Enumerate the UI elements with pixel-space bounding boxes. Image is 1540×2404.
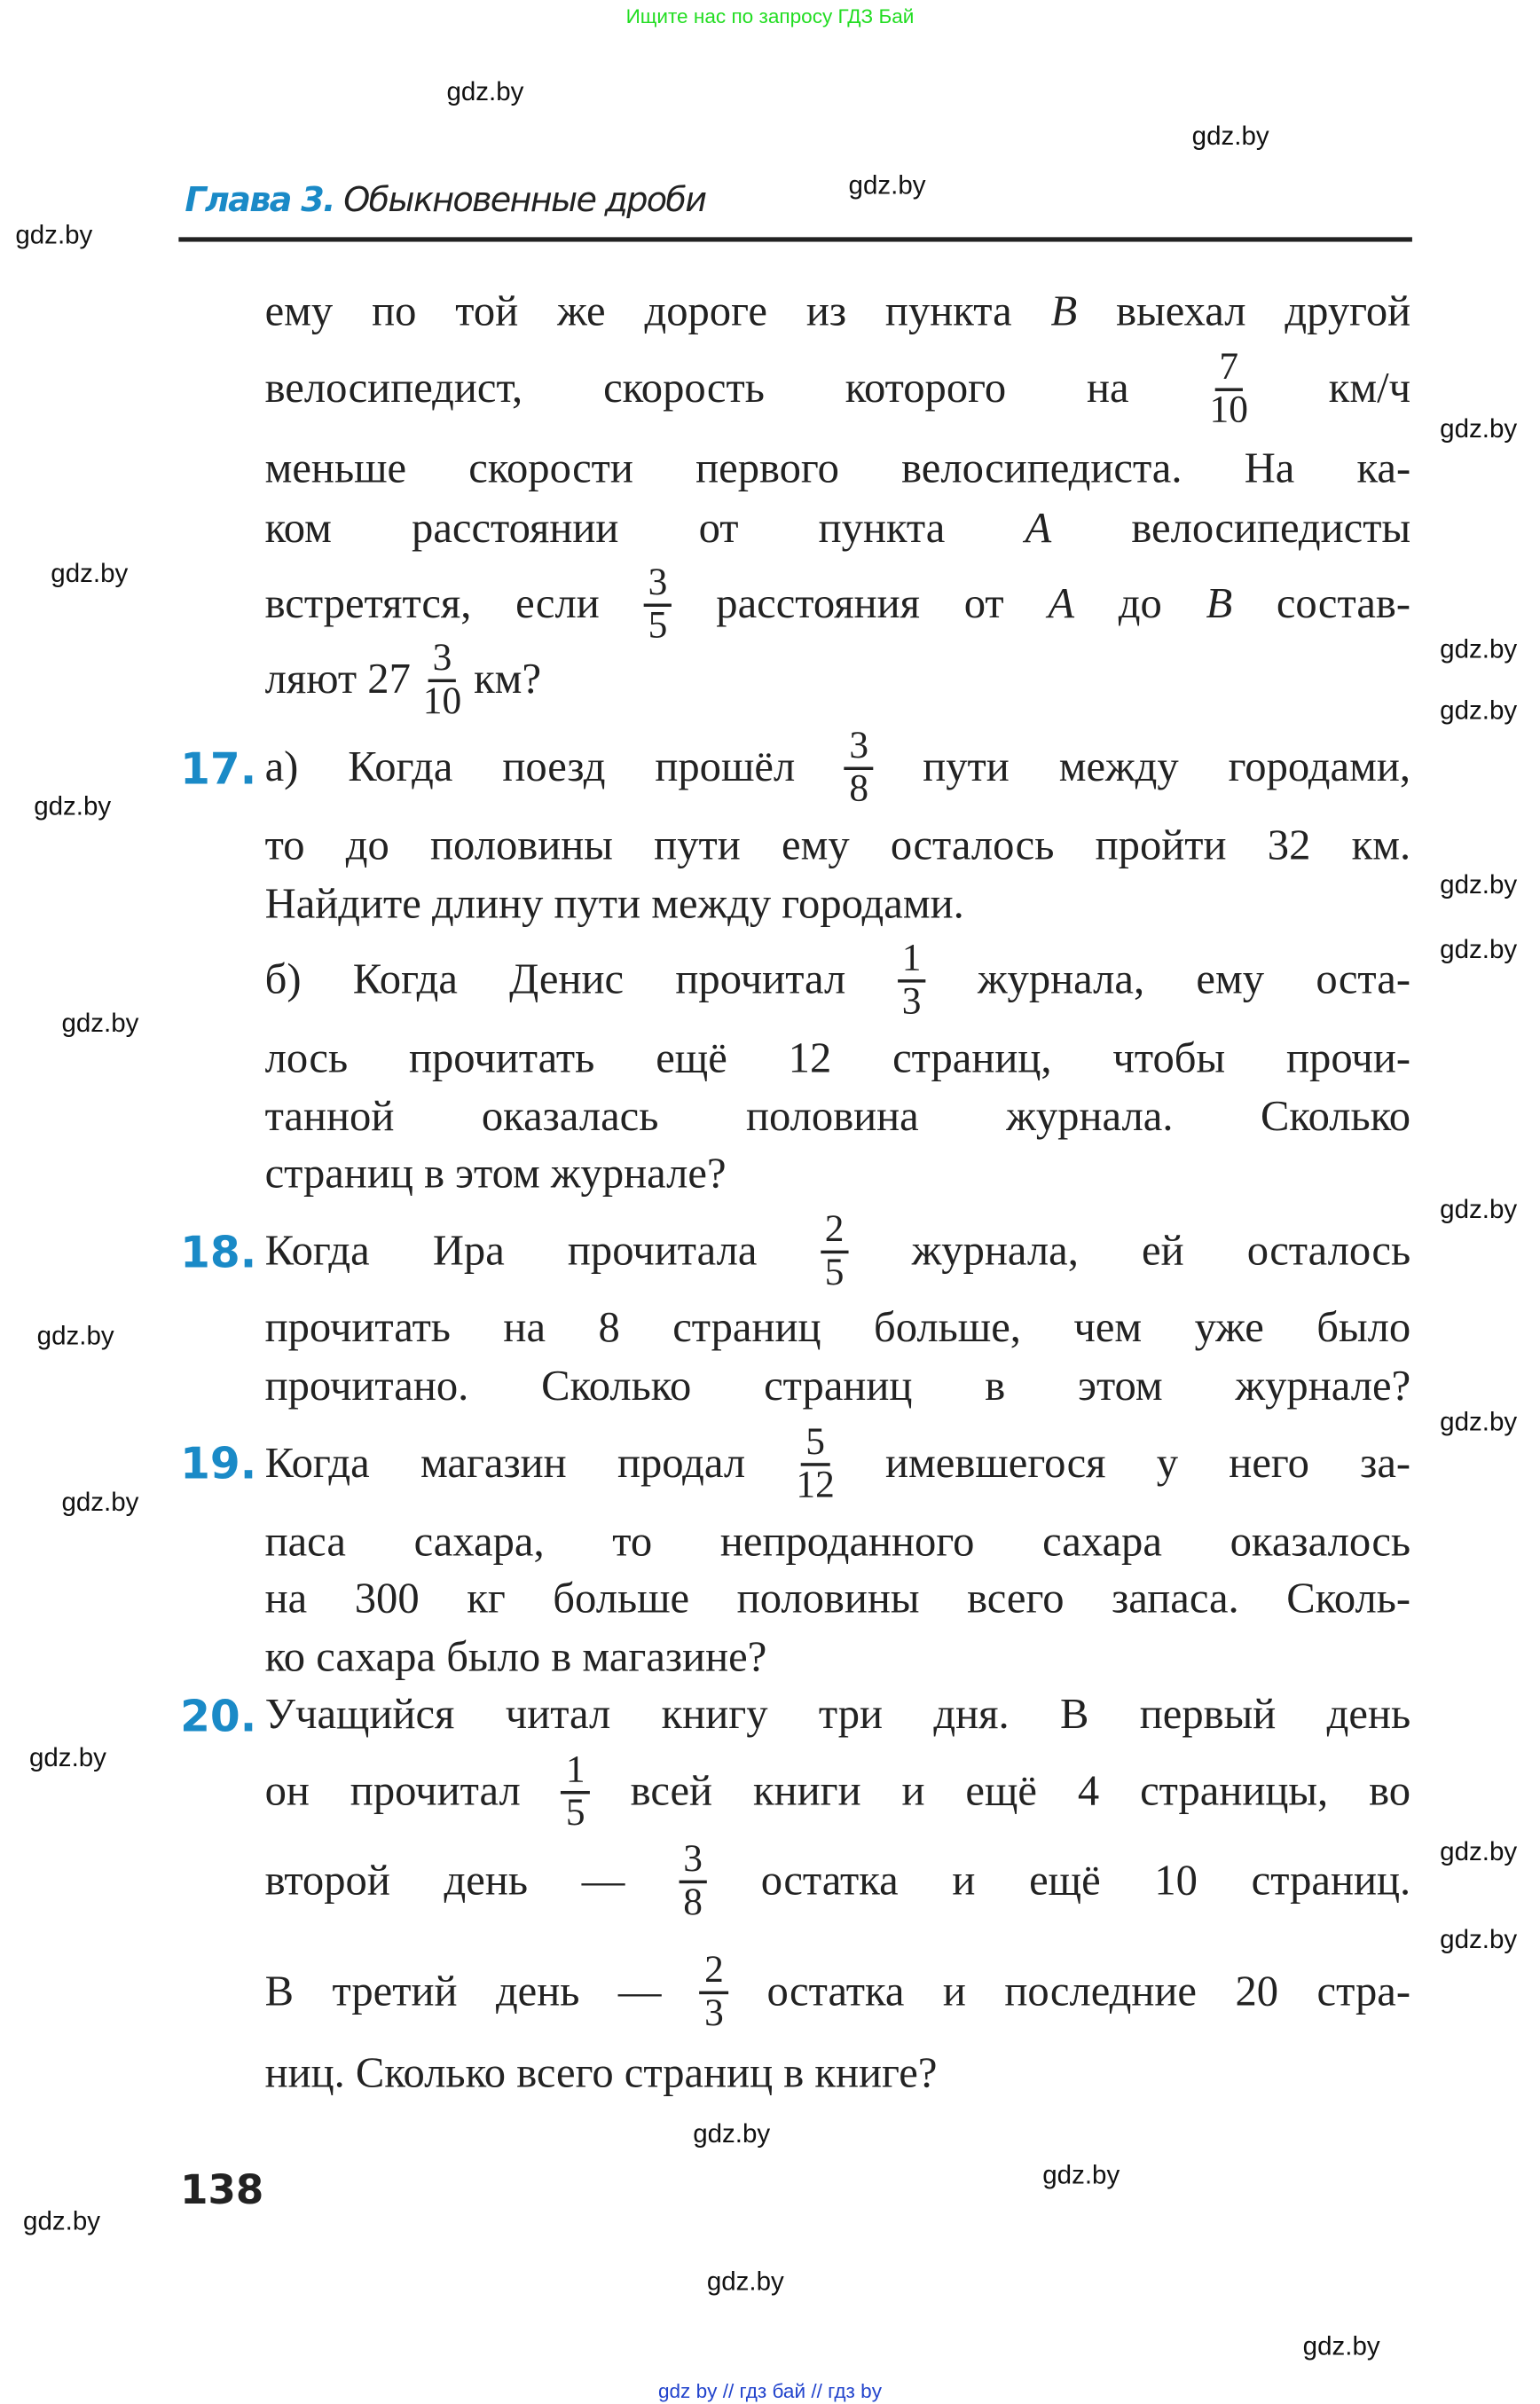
word: Когда xyxy=(264,1227,370,1276)
word: оказалась xyxy=(481,1093,659,1142)
word: В xyxy=(264,1968,295,2016)
word: день xyxy=(444,1857,529,1905)
word: уже xyxy=(1194,1304,1264,1353)
word: на xyxy=(264,1575,308,1623)
word: непроданного xyxy=(719,1518,975,1567)
watermark: gdz.by xyxy=(1440,869,1518,900)
word: и xyxy=(952,1857,976,1905)
word: Ира xyxy=(432,1227,505,1276)
numerator: 3 xyxy=(643,563,672,607)
word: день xyxy=(495,1968,580,2016)
word: ка- xyxy=(1356,444,1411,493)
word: расстояния xyxy=(716,580,921,629)
word: из xyxy=(805,287,847,336)
word: всей xyxy=(630,1767,713,1816)
numerator: 3 xyxy=(845,727,873,770)
word: чем xyxy=(1073,1304,1143,1353)
word: встретятся, xyxy=(264,580,472,629)
word: В xyxy=(1059,1691,1089,1739)
word: имевшегося xyxy=(885,1440,1106,1488)
top-banner[interactable]: Ищите нас по запросу ГДЗ Бай xyxy=(625,4,915,28)
variable: A xyxy=(1025,505,1052,554)
text-line xyxy=(264,637,1411,723)
text-line xyxy=(265,1688,1411,1743)
fraction xyxy=(796,1423,834,1506)
word: половины xyxy=(430,822,613,870)
word: и xyxy=(901,1767,925,1816)
page-number: 138 xyxy=(180,2168,264,2215)
word: же xyxy=(557,287,606,336)
word: 20 xyxy=(1235,1968,1279,2016)
denominator: 8 xyxy=(683,1882,703,1924)
word: ещё xyxy=(656,1034,727,1083)
text-line xyxy=(265,1515,1411,1570)
denominator: 8 xyxy=(849,768,869,811)
word: ещё xyxy=(1029,1857,1101,1905)
word: б) xyxy=(264,956,302,1004)
numerator: 7 xyxy=(1214,348,1243,391)
word: ему xyxy=(782,822,850,870)
watermark: gdz.by xyxy=(1440,413,1518,444)
word: оказалось xyxy=(1230,1518,1411,1567)
denominator: 12 xyxy=(796,1464,835,1506)
word: на xyxy=(503,1304,546,1353)
word: Учащийся xyxy=(264,1691,455,1739)
word: остатка xyxy=(766,1968,905,2016)
word: между xyxy=(1058,743,1179,792)
denominator: 5 xyxy=(565,1792,585,1834)
text-line xyxy=(264,938,1411,1023)
word: осталось xyxy=(890,822,1055,870)
numerator: 2 xyxy=(700,1952,728,1995)
fraction xyxy=(643,563,672,647)
word: первый xyxy=(1139,1691,1277,1739)
word: 10 xyxy=(1154,1857,1198,1905)
text-line xyxy=(265,502,1411,557)
denominator: 5 xyxy=(824,1252,845,1294)
word: за- xyxy=(1360,1440,1411,1488)
variable: B xyxy=(1050,287,1078,336)
denominator: 3 xyxy=(901,980,922,1023)
word: велосипедист, xyxy=(264,365,523,413)
word: во xyxy=(1369,1767,1411,1816)
footer-links[interactable]: gdz by // гдз бай // гдз by xyxy=(657,2379,883,2403)
word: — xyxy=(617,1968,662,2016)
word: ему xyxy=(264,287,334,336)
watermark: gdz.by xyxy=(15,220,93,250)
word: книги xyxy=(752,1767,861,1816)
watermark: gdz.by xyxy=(23,2206,101,2236)
word: первого xyxy=(695,444,839,493)
word: запаса. xyxy=(1112,1575,1239,1623)
text-segment: ниц. Сколько всего страниц в книге? xyxy=(264,2049,938,2098)
word: пункта xyxy=(884,287,1012,336)
text-segment: км/ч xyxy=(1328,365,1411,413)
word: ей xyxy=(1141,1227,1184,1276)
word: 32 xyxy=(1267,822,1311,870)
text-line xyxy=(264,1838,1411,1924)
watermark: gdz.by xyxy=(34,791,112,821)
word: больше, xyxy=(873,1304,1021,1353)
watermark: gdz.by xyxy=(1440,695,1518,726)
numerator: 1 xyxy=(562,1751,590,1795)
text-line xyxy=(265,1360,1411,1415)
fraction xyxy=(1209,348,1247,431)
word: книгу xyxy=(661,1691,768,1739)
watermark: gdz.by xyxy=(446,76,524,106)
word: журнала, xyxy=(977,956,1145,1004)
word: другой xyxy=(1285,287,1411,336)
word: выехал xyxy=(1116,287,1246,336)
text-line xyxy=(264,1749,1411,1834)
word: ему xyxy=(1196,956,1265,1004)
variable: A xyxy=(1048,580,1075,629)
problem-number-17: 17. xyxy=(180,743,257,795)
text-line xyxy=(265,1032,1411,1087)
text-line xyxy=(265,1301,1411,1356)
word: страниц xyxy=(672,1304,821,1353)
word: от xyxy=(698,505,739,554)
denominator: 10 xyxy=(422,680,462,723)
word: страниц. xyxy=(1251,1857,1411,1905)
numerator: 3 xyxy=(428,639,456,682)
watermark: gdz.by xyxy=(1440,1195,1518,1225)
text-segment: км? xyxy=(474,656,542,704)
text-line xyxy=(265,1572,1411,1627)
word: прошёл xyxy=(655,743,796,792)
chapter-header xyxy=(185,182,705,220)
word: скорости xyxy=(468,444,633,493)
header-divider xyxy=(178,237,1412,241)
watermark: gdz.by xyxy=(1440,1407,1518,1437)
word: Сколько xyxy=(1260,1093,1411,1142)
word: городами, xyxy=(1228,743,1411,792)
word: было xyxy=(1316,1304,1411,1353)
word: пути xyxy=(654,822,741,870)
word: расстоянии xyxy=(412,505,619,554)
word: страницы, xyxy=(1140,1767,1329,1816)
word: ещё xyxy=(965,1767,1037,1816)
word: журнала, xyxy=(911,1227,1079,1276)
word: которого xyxy=(845,365,1007,413)
word: Сколько xyxy=(541,1363,692,1411)
watermark: gdz.by xyxy=(1042,2160,1120,2190)
text-line xyxy=(265,1630,1411,1685)
watermark: gdz.by xyxy=(36,1321,114,1351)
text-line xyxy=(265,820,1411,875)
fraction xyxy=(845,727,873,810)
watermark: gdz.by xyxy=(51,559,129,589)
word: третий xyxy=(332,1968,458,2016)
word: то xyxy=(264,822,305,870)
text-segment: до xyxy=(1118,580,1162,629)
watermark: gdz.by xyxy=(1302,2331,1380,2361)
chapter-number: Глава 3. xyxy=(185,181,334,221)
problem-number-18: 18. xyxy=(180,1227,257,1278)
denominator: 3 xyxy=(704,1992,724,2035)
word: осталось xyxy=(1246,1227,1411,1276)
text-line xyxy=(264,346,1411,432)
word: журнале? xyxy=(1235,1363,1411,1411)
word: сахара xyxy=(1042,1518,1162,1567)
word: пройти xyxy=(1095,822,1227,870)
word: паса xyxy=(264,1518,346,1567)
numerator: 1 xyxy=(898,939,926,983)
word: 12 xyxy=(788,1034,832,1083)
word: второй xyxy=(264,1857,390,1905)
denominator: 10 xyxy=(1209,389,1248,432)
word: прочитала xyxy=(567,1227,758,1276)
numerator: 2 xyxy=(821,1210,849,1253)
word: до xyxy=(345,822,389,870)
denominator: 5 xyxy=(648,605,668,648)
word: Когда xyxy=(352,956,458,1004)
word: км. xyxy=(1351,822,1411,870)
problem-number-19: 19. xyxy=(180,1438,257,1489)
word: пункта xyxy=(818,505,946,554)
word: остатка xyxy=(760,1857,899,1905)
watermark: gdz.by xyxy=(1191,122,1269,152)
word: 4 xyxy=(1077,1767,1100,1816)
fraction xyxy=(700,1949,728,2035)
word: если xyxy=(515,580,600,629)
word: журнала. xyxy=(1006,1093,1174,1142)
word: продал xyxy=(617,1440,746,1488)
chapter-title: Обыкновенные дроби xyxy=(343,181,706,221)
watermark: gdz.by xyxy=(1440,1925,1518,1954)
fraction xyxy=(423,639,461,722)
word: него xyxy=(1229,1440,1309,1488)
word: прочи- xyxy=(1286,1034,1411,1083)
variable: B xyxy=(1206,580,1233,629)
word: пути xyxy=(923,743,1010,792)
word: дня. xyxy=(933,1691,1010,1739)
word: на xyxy=(1087,365,1129,413)
word: половина xyxy=(745,1093,919,1142)
word: по xyxy=(372,287,417,336)
word: кг xyxy=(467,1575,506,1623)
text-line xyxy=(264,1208,1411,1294)
word: Когда xyxy=(264,1440,370,1488)
text-line xyxy=(265,878,1411,933)
word: 8 xyxy=(598,1304,620,1353)
fraction xyxy=(679,1838,707,1924)
word: ком xyxy=(264,505,332,554)
watermark: gdz.by xyxy=(1440,934,1518,964)
text-line xyxy=(264,562,1411,648)
problem-number-20: 20. xyxy=(180,1691,257,1742)
text-line xyxy=(265,2047,1411,2102)
word: На xyxy=(1244,444,1295,493)
word: лось xyxy=(264,1034,349,1083)
word: меньше xyxy=(264,444,407,493)
text-segment: страниц в этом журнале? xyxy=(264,1150,727,1198)
fraction xyxy=(821,1210,849,1293)
text-line xyxy=(264,1949,1411,2035)
word: страниц, xyxy=(892,1034,1052,1083)
text-segment: ляют 27 xyxy=(264,656,411,704)
word: поезд xyxy=(502,743,606,792)
word: той xyxy=(455,287,519,336)
text-segment: велосипедисты xyxy=(1131,505,1411,554)
word: сахара, xyxy=(413,1518,545,1567)
text-segment: ко сахара было в магазине? xyxy=(264,1633,767,1682)
word: этом xyxy=(1078,1363,1163,1411)
word: — xyxy=(581,1857,625,1905)
word: прочитал xyxy=(675,956,846,1004)
text-line xyxy=(265,442,1411,497)
word: прочитать xyxy=(408,1034,595,1083)
text-line xyxy=(265,285,1411,340)
word: от xyxy=(963,580,1004,629)
text-segment: Найдите длину пути между городами. xyxy=(264,880,964,929)
watermark: gdz.by xyxy=(706,2267,784,2297)
word: чтобы xyxy=(1112,1034,1226,1083)
word: страниц xyxy=(764,1363,913,1411)
word: всего xyxy=(967,1575,1065,1623)
word: больше xyxy=(553,1575,690,1623)
word: прочитал xyxy=(350,1767,521,1816)
watermark: gdz.by xyxy=(61,1487,139,1517)
word: он xyxy=(264,1767,310,1816)
watermark: gdz.by xyxy=(61,1009,139,1039)
word: Когда xyxy=(348,743,453,792)
word: прочитано. xyxy=(264,1363,469,1411)
watermark: gdz.by xyxy=(848,170,926,200)
watermark: gdz.by xyxy=(28,1743,106,1773)
word: у xyxy=(1156,1440,1179,1488)
word: стра- xyxy=(1316,1968,1411,2016)
word: танной xyxy=(264,1093,395,1142)
watermark: gdz.by xyxy=(693,2118,771,2149)
word: и xyxy=(942,1968,966,2016)
numerator: 5 xyxy=(801,1423,829,1466)
word: Сколь- xyxy=(1286,1575,1411,1623)
numerator: 3 xyxy=(679,1841,707,1884)
word: скорость xyxy=(603,365,765,413)
word: оста- xyxy=(1316,956,1411,1004)
text-segment: состав- xyxy=(1276,580,1411,629)
word: то xyxy=(612,1518,653,1567)
word: дороге xyxy=(644,287,767,336)
word: а) xyxy=(264,743,299,792)
word: Денис xyxy=(509,956,625,1004)
text-line xyxy=(265,1147,1411,1202)
word: последние xyxy=(1004,1968,1198,2016)
word: день xyxy=(1326,1691,1411,1739)
word: в xyxy=(985,1363,1006,1411)
word: магазин xyxy=(420,1440,567,1488)
fraction xyxy=(562,1751,590,1834)
word: прочитать xyxy=(264,1304,451,1353)
text-line xyxy=(264,1421,1411,1506)
text-line xyxy=(264,725,1411,811)
fraction xyxy=(898,939,926,1023)
word: три xyxy=(818,1691,884,1739)
watermark: gdz.by xyxy=(1440,1837,1518,1867)
word: велосипедиста. xyxy=(901,444,1182,493)
word: читал xyxy=(505,1691,611,1739)
word: половины xyxy=(736,1575,920,1623)
word: 300 xyxy=(354,1575,420,1623)
watermark: gdz.by xyxy=(1440,634,1518,664)
text-line xyxy=(265,1090,1411,1145)
